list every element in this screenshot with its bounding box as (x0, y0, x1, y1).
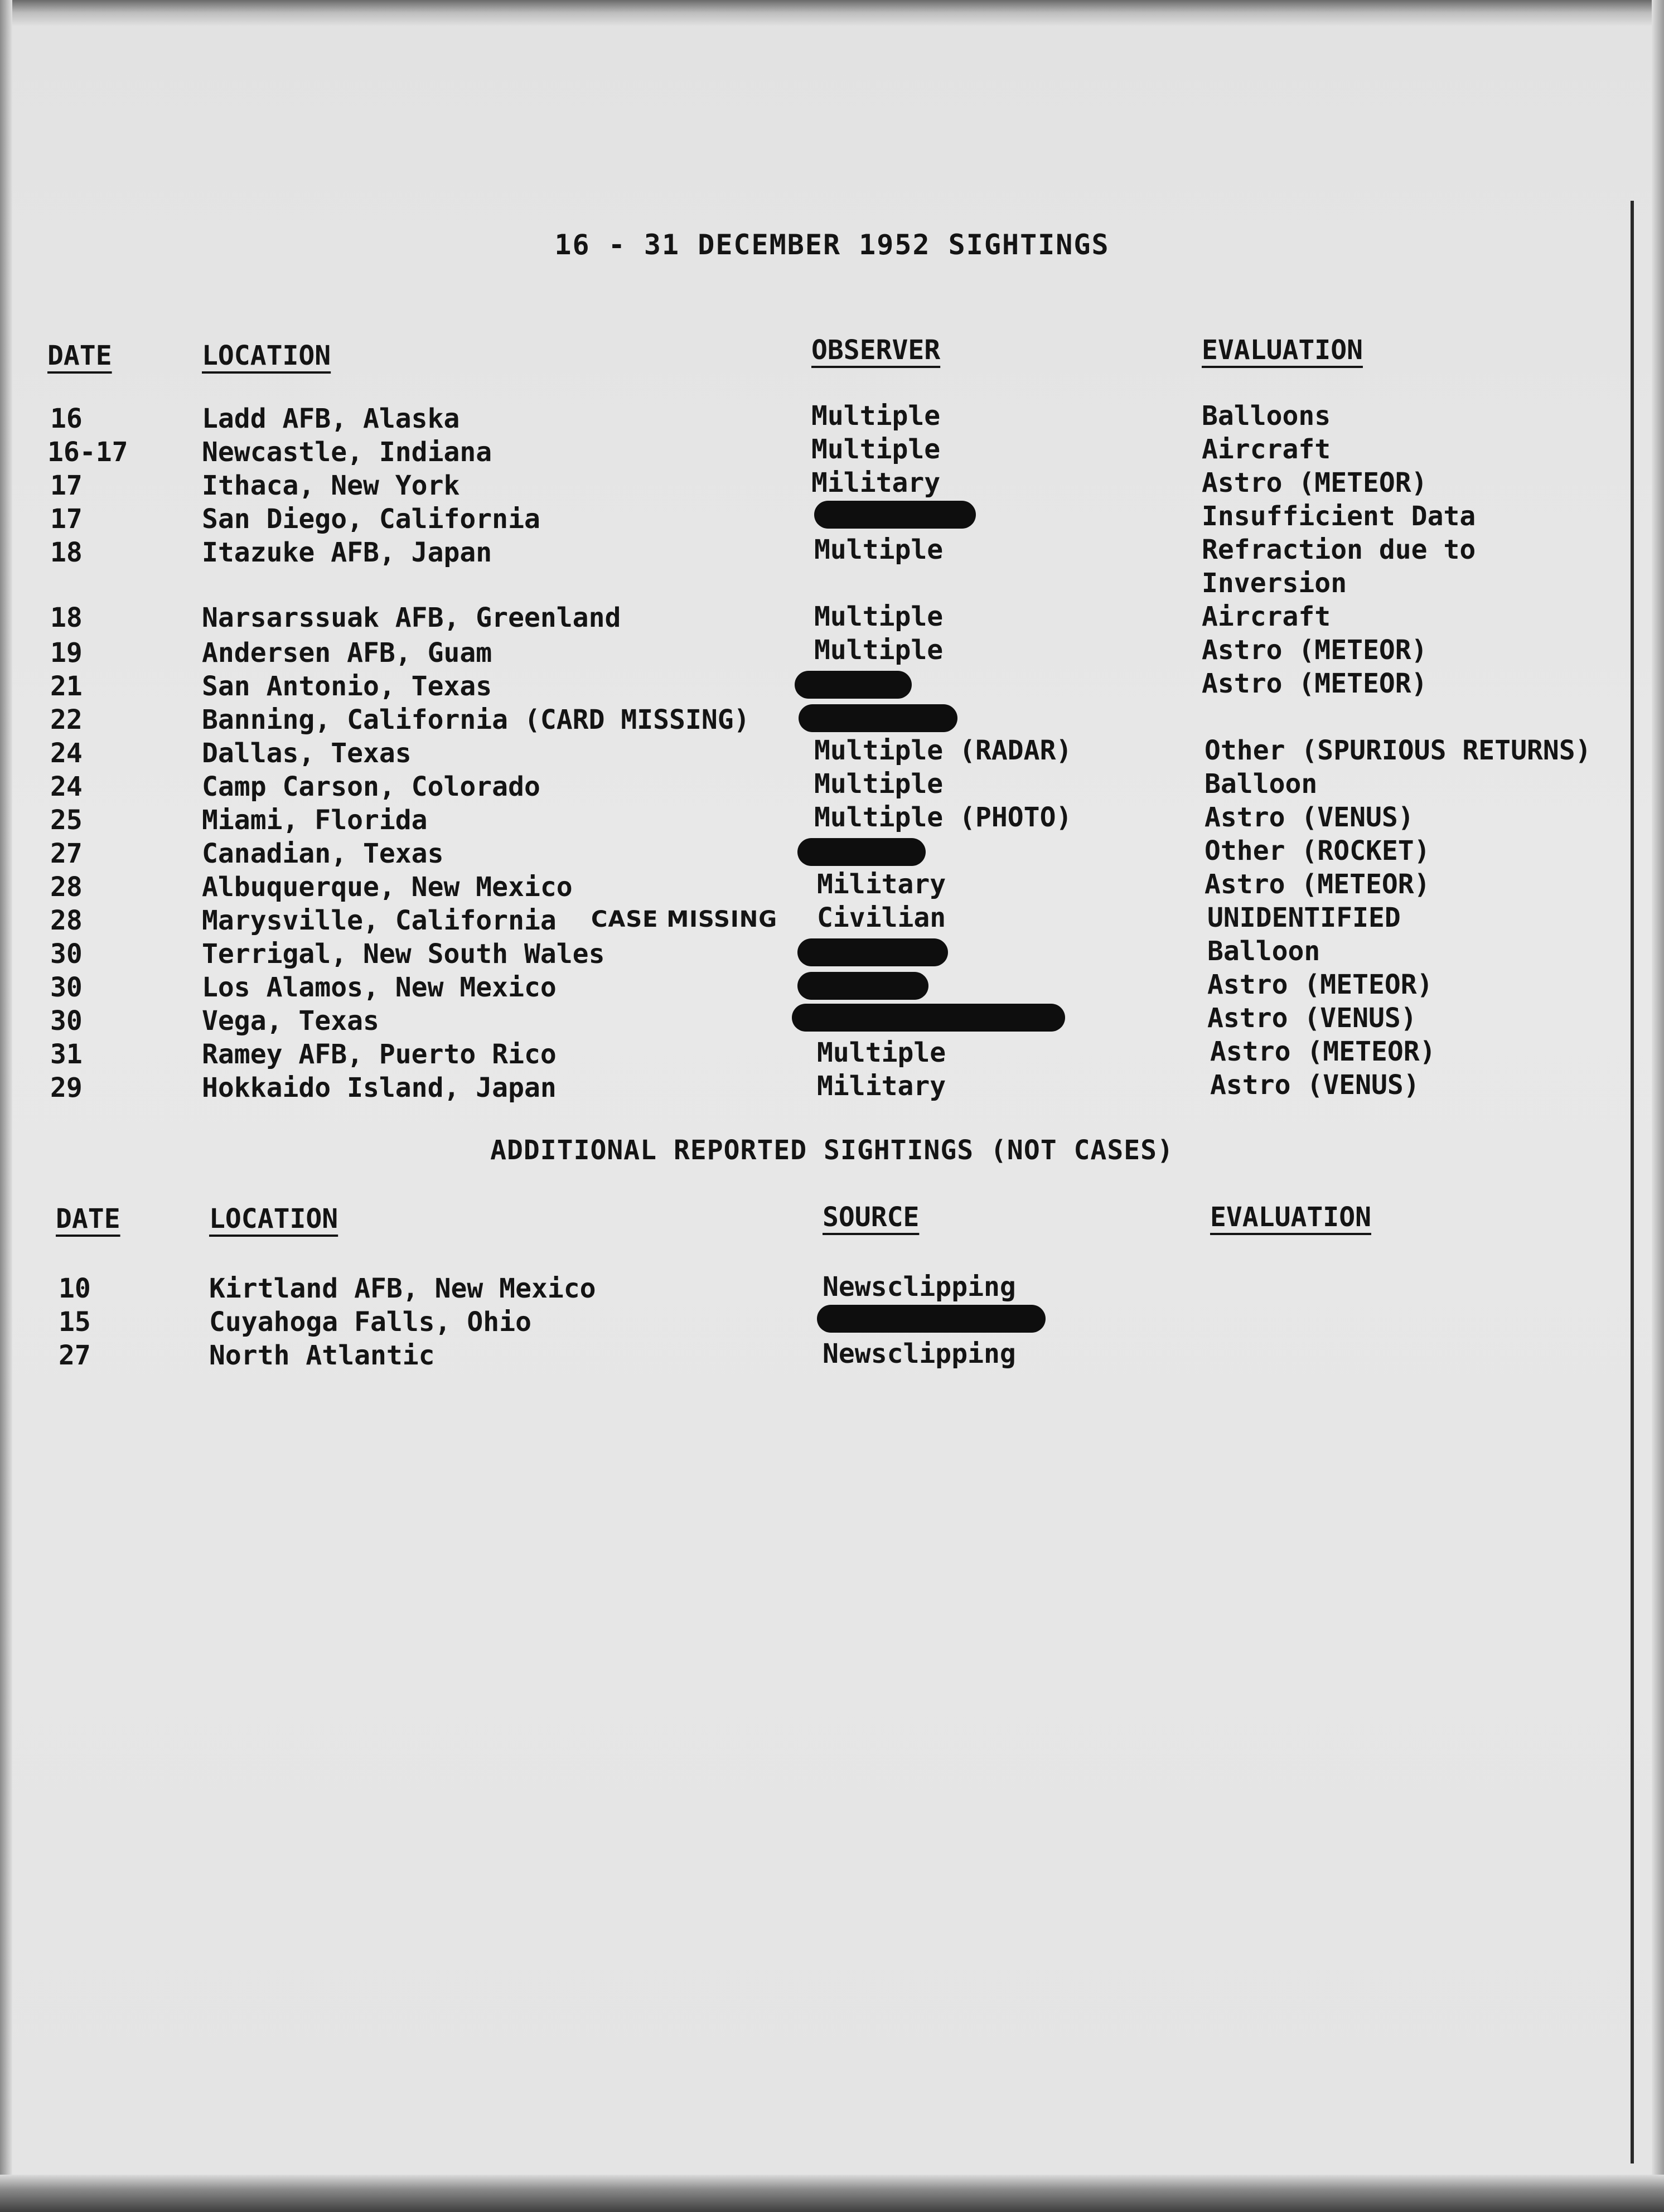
header-evaluation: EVALUATION (1202, 335, 1363, 366)
row-location: Banning, California (CARD MISSING) (202, 704, 750, 735)
row-evaluation: Astro (VENUS) (1205, 802, 1414, 833)
row-evaluation: Balloon (1207, 936, 1320, 967)
additional-row-source: Newsclipping (823, 1271, 1016, 1303)
row-location: Vega, Texas (202, 1005, 379, 1037)
row-observer: Multiple (817, 1037, 946, 1068)
row-evaluation: Astro (METEOR) (1202, 668, 1428, 699)
row-observer: Military (817, 1071, 946, 1102)
row-observer: Military (817, 869, 946, 900)
row-location: Albuquerque, New Mexico (202, 872, 573, 903)
scan-edge-right (1652, 0, 1664, 2212)
row-observer: Multiple (814, 534, 944, 565)
row-evaluation: Balloons (1202, 400, 1331, 432)
scan-edge-left (0, 0, 12, 2212)
row-observer: Multiple (811, 434, 941, 465)
row-date: 28 (50, 872, 83, 903)
row-date: 30 (50, 938, 83, 970)
redaction-mark (799, 704, 957, 732)
additional-row-date: 27 (59, 1340, 91, 1371)
redaction-mark (817, 1305, 1046, 1333)
row-evaluation: Astro (METEOR) (1205, 869, 1430, 900)
row-date: 30 (50, 1005, 83, 1037)
row-date: 29 (50, 1072, 83, 1103)
row-evaluation: Astro (METEOR) (1202, 467, 1428, 498)
row-date: 16 (50, 403, 83, 434)
row-date: 28 (50, 905, 83, 936)
row-observer: Multiple (RADAR) (814, 735, 1072, 766)
row-observer: Multiple (814, 768, 944, 800)
row-evaluation: Astro (METEOR) (1202, 635, 1428, 666)
redaction-mark (792, 1004, 1065, 1032)
row-date: 19 (50, 637, 83, 669)
row-location: Ladd AFB, Alaska (202, 403, 460, 434)
row-evaluation: Astro (VENUS) (1210, 1069, 1420, 1101)
row-evaluation: Aircraft (1202, 601, 1331, 632)
header-location: LOCATION (202, 340, 331, 371)
additional-header-location: LOCATION (209, 1203, 338, 1235)
row-location: Canadian, Texas (202, 838, 444, 869)
row-date: 24 (50, 738, 83, 769)
row-evaluation: Aircraft (1202, 434, 1331, 465)
row-date: 30 (50, 972, 83, 1003)
row-observer: Civilian (817, 902, 946, 933)
row-location: Hokkaido Island, Japan (202, 1072, 557, 1103)
redaction-mark (797, 972, 928, 1000)
row-date: 17 (50, 504, 83, 535)
row-location: Ramey AFB, Puerto Rico (202, 1039, 557, 1070)
row-date: 24 (50, 771, 83, 802)
row-location: Camp Carson, Colorado (202, 771, 540, 802)
additional-row-date: 15 (59, 1306, 91, 1338)
additional-row-location: Kirtland AFB, New Mexico (209, 1273, 596, 1304)
row-date: 17 (50, 470, 83, 501)
row-evaluation: Astro (METEOR) (1210, 1036, 1436, 1067)
row-date: 18 (50, 602, 83, 633)
row-observer: Military (811, 467, 941, 498)
row-location: Miami, Florida (202, 805, 428, 836)
additional-section-title: ADDITIONAL REPORTED SIGHTINGS (NOT CASES) (490, 1135, 1174, 1166)
header-observer: OBSERVER (811, 335, 941, 366)
additional-header-evaluation: EVALUATION (1210, 1202, 1371, 1233)
row-evaluation: Inversion (1202, 568, 1347, 599)
row-location: Newcastle, Indiana (202, 437, 492, 468)
row-date: 16-17 (47, 437, 128, 468)
additional-header-date: DATE (56, 1203, 120, 1235)
row-location: Ithaca, New York (202, 470, 460, 501)
row-date: 27 (50, 838, 83, 869)
row-evaluation: Other (SPURIOUS RETURNS) (1205, 735, 1592, 766)
document-title: 16 - 31 DECEMBER 1952 SIGHTINGS (554, 229, 1110, 261)
additional-row-date: 10 (59, 1273, 91, 1304)
row-observer: Multiple (811, 400, 941, 432)
row-evaluation: Astro (VENUS) (1207, 1003, 1417, 1034)
row-date: 18 (50, 537, 83, 568)
row-location: Itazuke AFB, Japan (202, 537, 492, 568)
redaction-mark (797, 838, 926, 866)
row-location: San Antonio, Texas (202, 671, 492, 702)
redaction-mark (814, 501, 976, 529)
row-date: 31 (50, 1039, 83, 1070)
page-margin-rule (1631, 201, 1634, 2163)
redaction-mark (795, 671, 912, 699)
row-date: 22 (50, 704, 83, 735)
row-evaluation: Balloon (1205, 768, 1318, 800)
row-location: Terrigal, New South Wales (202, 938, 605, 970)
row-observer: Multiple (814, 635, 944, 666)
handwritten-note: CASE MISSING (591, 907, 778, 932)
row-observer: Multiple (PHOTO) (814, 802, 1072, 833)
additional-row-source: Newsclipping (823, 1338, 1016, 1369)
row-location: Los Alamos, New Mexico (202, 972, 557, 1003)
scan-edge-top (0, 0, 1664, 26)
row-evaluation: Astro (METEOR) (1207, 969, 1433, 1000)
row-observer: Multiple (814, 601, 944, 632)
row-evaluation: Insufficient Data (1202, 501, 1476, 532)
redaction-mark (797, 938, 948, 966)
row-location: San Diego, California (202, 504, 540, 535)
row-location: Andersen AFB, Guam (202, 637, 492, 669)
row-location: Dallas, Texas (202, 738, 412, 769)
row-evaluation: Other (ROCKET) (1205, 835, 1430, 867)
row-date: 21 (50, 671, 83, 702)
scan-edge-bottom (0, 2175, 1664, 2212)
row-location: Narsarssuak AFB, Greenland (202, 602, 621, 633)
additional-row-location: North Atlantic (209, 1340, 435, 1371)
additional-row-location: Cuyahoga Falls, Ohio (209, 1306, 531, 1338)
row-evaluation: UNIDENTIFIED (1207, 902, 1401, 933)
additional-header-source: SOURCE (823, 1202, 920, 1233)
row-evaluation: Refraction due to (1202, 534, 1476, 565)
row-location: Marysville, California (202, 905, 557, 936)
header-date: DATE (47, 340, 112, 371)
row-date: 25 (50, 805, 83, 836)
